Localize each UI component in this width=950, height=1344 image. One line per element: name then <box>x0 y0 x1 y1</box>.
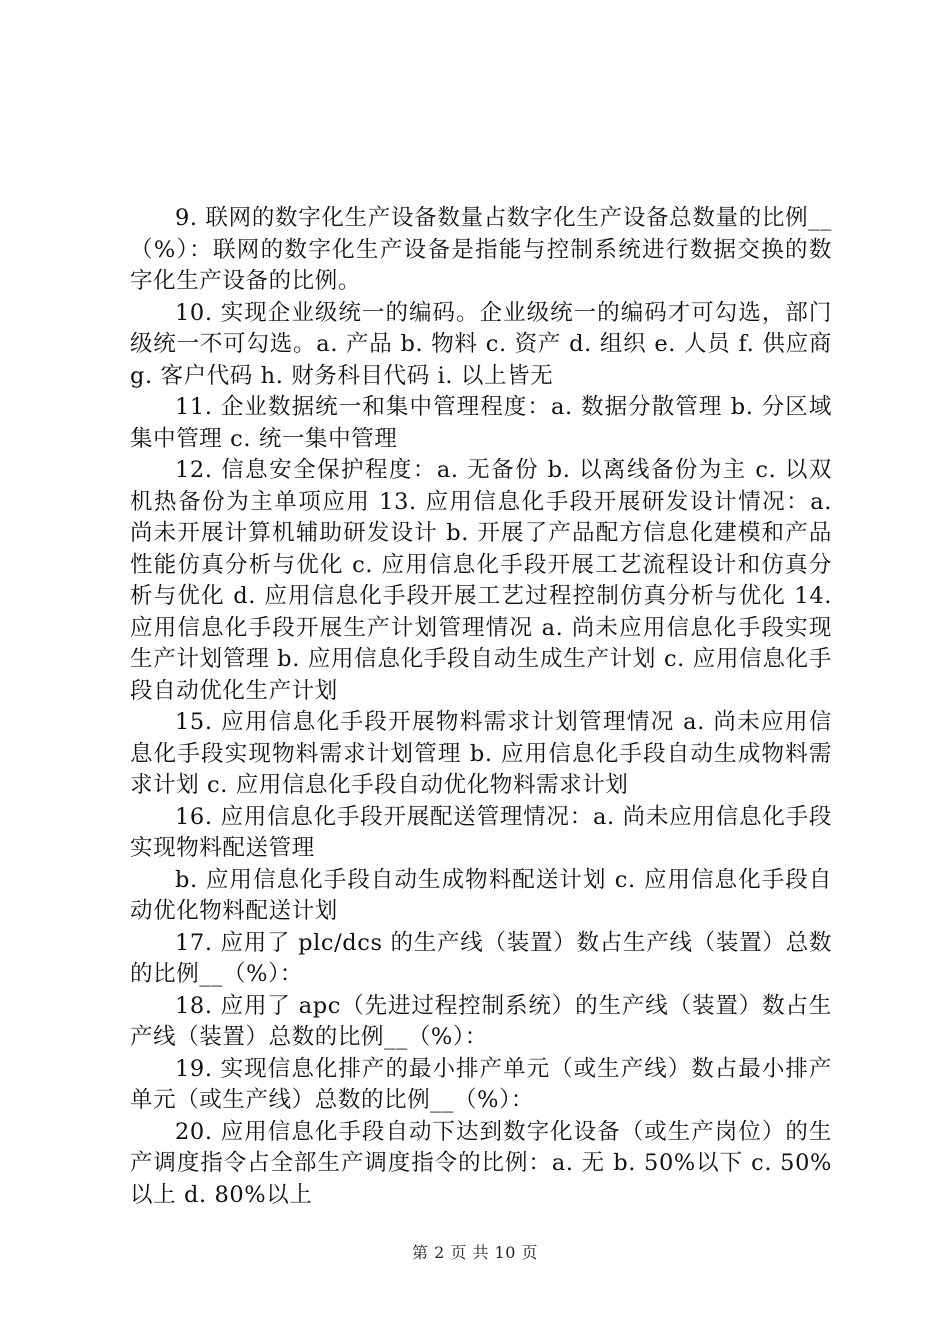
paragraph-item-9: 9. 联网的数字化生产设备数量占数字化生产设备总数量的比例__（%）：联网的数字化生产设备是指能与控制系统进行数据交换的数字化生产设备的比例。 <box>130 205 832 294</box>
document-body <box>130 203 832 1211</box>
page-footer <box>0 1243 950 1263</box>
paragraph-item-16: 16. 应用信息化手段开展配送管理情况：a. 尚未应用信息化手段实现物料配送管理 <box>130 803 832 861</box>
paragraph-item-15: 15. 应用信息化手段开展物料需求计划管理情况 a. 尚未应用信息化手段实现物料需求计划管理 b. 应用信息化手段自动生成物料需求计划 c. 应用信息化手段自动优化物料需求计划 <box>130 709 832 798</box>
paragraph-item-20: 20. 应用信息化手段自动下达到数字化设备（或生产岗位）的生产调度指令占全部生产调度指令的比例：a. 无 b. 50%以下 c. 50%以上 d. 80%以上 <box>130 1118 832 1208</box>
paragraph-item-17: 17. 应用了 plc/dcs 的生产线（装置）数占生产线（装置）总数的比例__（%）： <box>130 929 832 987</box>
paragraph-item-19: 19. 实现信息化排产的最小排产单元（或生产线）数占最小排产单元（或生产线）总数的比例__（%）： <box>130 1055 832 1113</box>
page-number: 第 2 页 共 10 页 <box>412 1243 538 1262</box>
paragraph-item-18: 18. 应用了 apc（先进过程控制系统）的生产线（装置）数占生产线（装置）总数的比例__（%）： <box>130 992 832 1050</box>
paragraph-item-12-14: 12. 信息安全保护程度：a. 无备份 b. 以离线备份为主 c. 以双机热备份为主单项应用 13. 应用信息化手段开展研发设计情况：a. 尚未开展计算机辅助研发设计 b. 开展了产品配方信息化建模和产品性能仿真分析与优化 c. 应用信息化手段开展工艺流程设计和仿真分析与优化 d. 应用信息化手段开展工艺过程控制仿真分析与优化 14. 应用信息化手段开展生产计划管理情况 a. 尚未应用信息化手段实现生产计划管理 b. 应用信息化手段自动生成生产计划 c. 应用信息化手段自动优化生产计划 <box>130 457 832 704</box>
paragraph-item-16-continued: b. 应用信息化手段自动生成物料配送计划 c. 应用信息化手段自动优化物料配送计划 <box>130 866 832 924</box>
paragraph-item-10: 10. 实现企业级统一的编码。企业级统一的编码才可勾选，部门级统一不可勾选。a. 产品 b. 物料 c. 资产 d. 组织 e. 人员 f. 供应商 g. 客户代码 h. 财务科目代码 i. 以上皆无 <box>130 299 832 389</box>
paragraph-item-11: 11. 企业数据统一和集中管理程度：a. 数据分散管理 b. 分区域集中管理 c. 统一集中管理 <box>130 394 832 452</box>
